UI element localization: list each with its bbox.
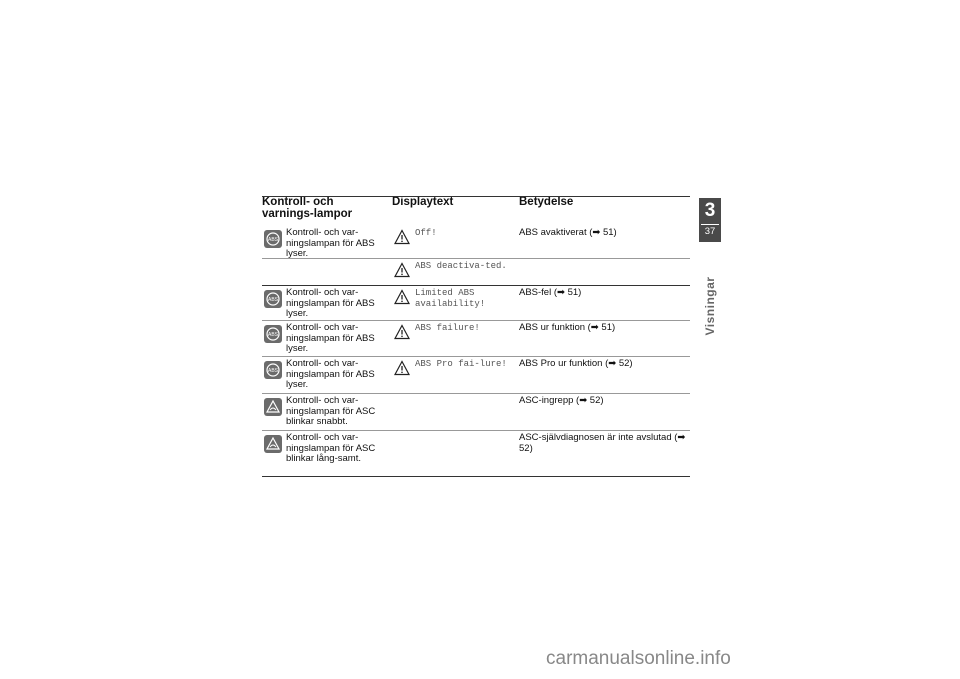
asc-lamp-icon: [264, 435, 282, 453]
display-text: ABS failure!: [415, 323, 480, 333]
abs-lamp-icon: [264, 361, 282, 379]
abs-lamp-icon: [264, 230, 282, 248]
meaning-text: ABS avaktiverat (➡ 51): [519, 227, 617, 238]
lamp-description: Kontroll- och var-ningslampan för ABS lyser.: [286, 227, 375, 259]
warning-triangle-icon: [394, 324, 410, 340]
warning-triangle-icon: [394, 360, 410, 376]
meaning-text: ABS-fel (➡ 51): [519, 287, 582, 298]
table-row: [262, 259, 690, 286]
table-row: [262, 226, 690, 259]
meaning-text: ASC-självdiagnosen är inte avslutad (➡ 52): [519, 432, 686, 454]
header-rule: [262, 196, 690, 197]
display-text: Limited ABS availability!: [415, 288, 486, 309]
chapter-label: Visningar: [703, 276, 717, 336]
svg-text:ABS: ABS: [267, 237, 279, 243]
table-header: [262, 196, 690, 226]
table-row: [262, 357, 690, 394]
table-row: [262, 286, 690, 321]
meaning-text: ABS Pro ur funktion (➡ 52): [519, 358, 633, 369]
abs-lamp-icon: [264, 290, 282, 308]
asc-lamp-icon: [264, 398, 282, 416]
table-row: [262, 431, 690, 477]
chapter-tab: [699, 198, 721, 242]
svg-text:ABS: ABS: [267, 297, 279, 303]
meaning-text: ABS ur funktion (➡ 51): [519, 322, 616, 333]
lamp-description: Kontroll- och var-ningslampan för ABS lyser.: [286, 287, 375, 319]
table-row: [262, 394, 690, 431]
warning-triangle-icon: [394, 262, 410, 278]
header-display: Displaytext: [392, 196, 454, 208]
svg-text:ABS: ABS: [267, 368, 279, 374]
warning-triangle-icon: [394, 289, 410, 305]
display-text: ABS deactiva-ted.: [415, 261, 507, 271]
display-text: Off!: [415, 228, 437, 238]
display-text: ABS Pro fai-lure!: [415, 359, 507, 369]
lamp-description: Kontroll- och var-ningslampan för ASC blinkar snabbt.: [286, 395, 376, 427]
page-number: 37: [704, 226, 716, 237]
header-meaning: Betydelse: [519, 196, 574, 208]
lamp-description: Kontroll- och var-ningslampan för ABS lyser.: [286, 358, 375, 390]
indicator-table: [262, 196, 690, 477]
lamp-description: Kontroll- och var-ningslampan för ABS lyser.: [286, 322, 375, 354]
lamp-description: Kontroll- och var-ningslampan för ASC blinkar lång-samt.: [286, 432, 376, 464]
header-lamps: Kontroll- och varnings-lampor: [262, 196, 353, 220]
abs-lamp-icon: [264, 325, 282, 343]
table-row: [262, 321, 690, 357]
watermark: carmanualsonline.info: [546, 648, 731, 669]
chapter-number: 3: [704, 200, 716, 221]
svg-text:ABS: ABS: [267, 332, 279, 338]
meaning-text: ASC-ingrepp (➡ 52): [519, 395, 604, 406]
warning-triangle-icon: [394, 229, 410, 245]
